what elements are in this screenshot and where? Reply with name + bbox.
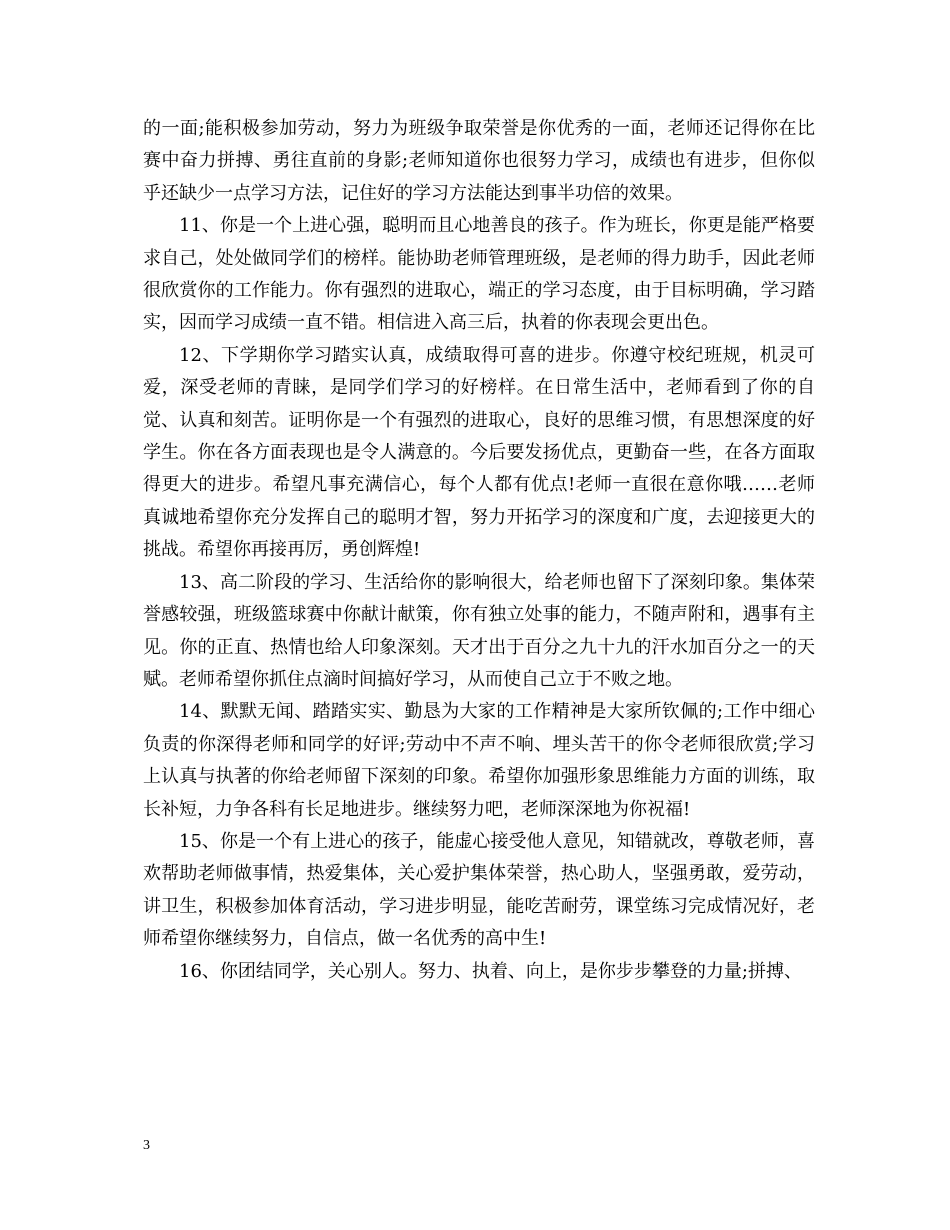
paragraph-comment-12: 12、下学期你学习踏实认真，成绩取得可喜的进步。你遵守校纪班规，机灵可爱，深受老师的青睐，是同学们学习的好榜样。在日常生活中，老师看到了你的自觉、认真和刻苦。证明你是一个有强烈的进取心，良好的思维习惯，有思想深度的好学生。你在各方面表现也是令人满意的。今后要发扬优点，更勤奋一些，在各方面取得更大的进步。希望凡事充满信心，每个人都有优点!老师一直很在意你哦……老师真诚地希望你充分发挥自己的聪明才智，努力开拓学习的深度和广度，去迎接更大的挑战。希望你再接再厉，勇创辉煌! xyxy=(143,344,815,561)
paragraph-comment-11: 11、你是一个上进心强，聪明而且心地善良的孩子。作为班长，你更是能严格要求自己，处处做同学们的榜样。能协助老师管理班级，是老师的得力助手，因此老师很欣赏你的工作能力。你有强烈的进取心，端正的学习态度，由于目标明确，学习踏实，因而学习成绩一直不错。相信进入高三后，执着的你表现会更出色。 xyxy=(143,215,815,334)
paragraph-comment-13: 13、高二阶段的学习、生活给你的影响很大，给老师也留下了深刻印象。集体荣誉感较强，班级篮球赛中你献计献策，你有独立处事的能力，不随声附和，遇事有主见。你的正直、热情也给人印象深刻。天才出于百分之九十九的汗水加百分之一的天赋。老师希望你抓住点滴时间搞好学习，从而使自己立于不败之地。 xyxy=(143,571,815,690)
paragraph-comment-14: 14、默默无闻、踏踏实实、勤恳为大家的工作精神是大家所钦佩的;工作中细心负责的你深得老师和同学的好评;劳动中不声不响、埋头苦干的你令老师很欣赏;学习上认真与执著的你给老师留下深刻的印象。希望你加强形象思维能力方面的训练，取长补短，力争各科有长足地进步。继续努力吧，老师深深地为你祝福! xyxy=(143,701,816,820)
paragraph-comment-15: 15、你是一个有上进心的孩子，能虚心接受他人意见，知错就改，尊敬老师，喜欢帮助老师做事情，热爱集体，关心爱护集体荣誉，热心助人，坚强勇敢，爱劳动，讲卫生，积极参加体育活动，学习进步明显，能吃苦耐劳，课堂练习完成情况好，老师希望你继续努力，自信点，做一名优秀的高中生! xyxy=(143,830,815,950)
document-body xyxy=(143,113,815,988)
paragraph-continuation: 的一面;能积极参加劳动，努力为班级争取荣誉是你优秀的一面，老师还记得你在比赛中奋力拼搏、勇往直前的身影;老师知道你也很努力学习，成绩也有进步，但你似乎还缺少一点学习方法，记住好的学习方法能达到事半功倍的效果。 xyxy=(143,118,815,204)
paragraph-comment-16: 16、你团结同学，关心别人。努力、执着、向上，是你步步攀登的力量;拼搏、 xyxy=(179,960,802,982)
page-number: 3 xyxy=(143,1138,150,1153)
